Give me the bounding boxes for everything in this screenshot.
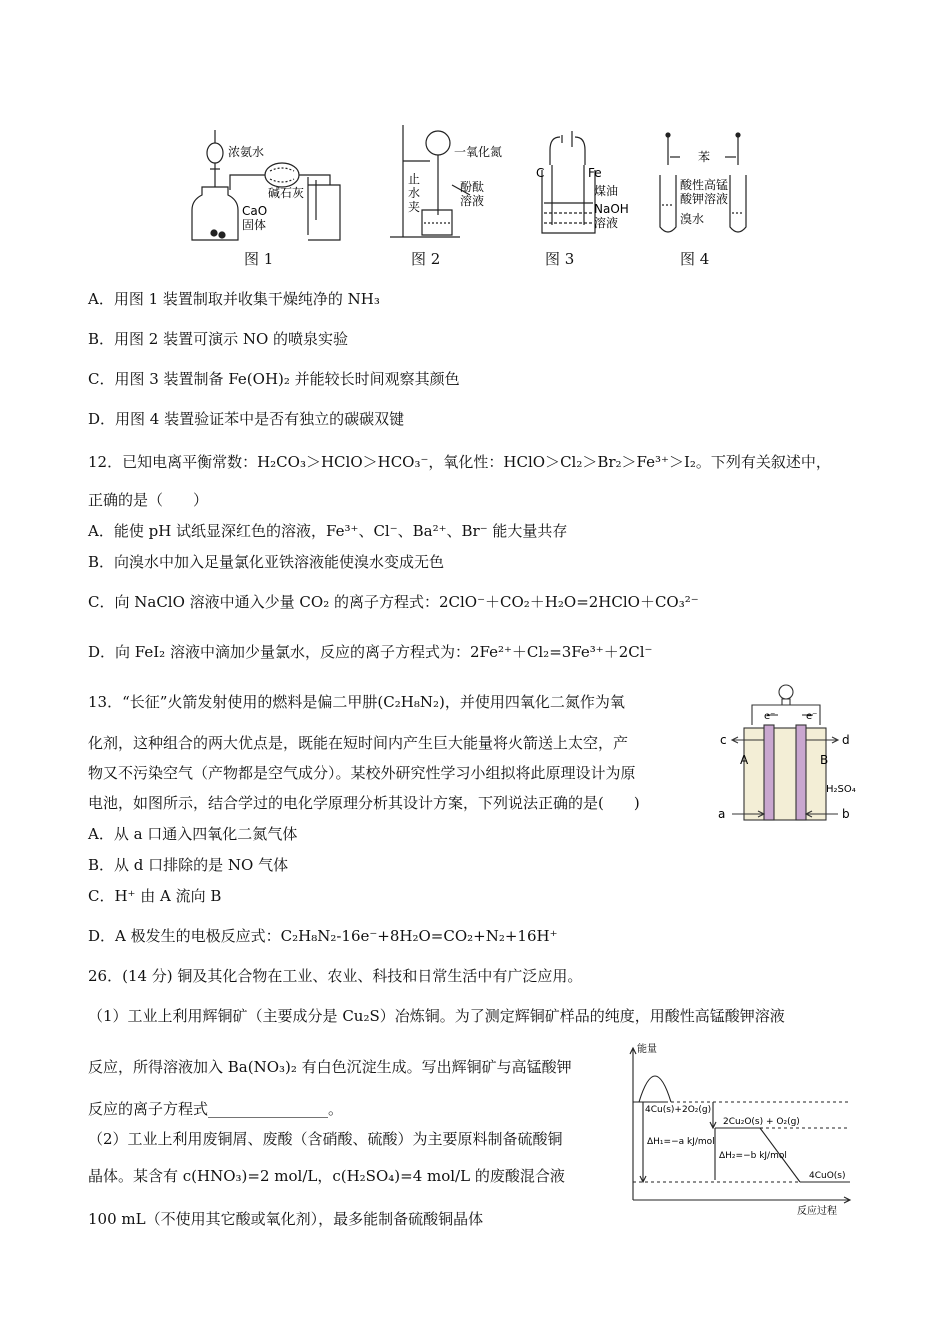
fig1-label-4: 固体 [242,218,267,232]
q13-stem-line-3: 物又不污染空气（产物都是空气成分）。某校外研究性学习小组拟将此原理设计为原 [88,764,636,782]
energy-level-bottom: 4CuO(s) [809,1171,846,1181]
fig3-label-3: 溶液 [594,216,619,230]
fig4-label-2: 酸性高锰 [680,178,729,192]
q11-option-c: C．用图 3 装置制备 Fe(OH)₂ 并能较长时间观察其颜色 [88,370,460,388]
fig3-label-2: NaOH [594,202,629,216]
fig2-label-1: 一氧化氮 [454,145,503,159]
fig1-label-1: 浓氨水 [228,145,265,159]
energy-axis-x-label: 反应过程 [797,1206,837,1217]
q13-option-d: D．A 极发生的电极反应式：C₂H₈N₂-16e⁻+8H₂O=CO₂+N₂+16H⁺ [88,927,558,945]
fig4-label-3: 酸钾溶液 [680,192,729,206]
q13-option-a: A．从 a 口通入四氧化二氮气体 [88,825,298,843]
q12-stem-line-1: 12．已知电离平衡常数：H₂CO₃＞HClO＞HCO₃⁻，氧化性：HClO＞Cl₂＞Br₂＞Fe³⁺＞I₂。下列有关叙述中， [88,453,831,471]
delta-h2-label: ΔH₂=−b kJ/mol [719,1151,787,1161]
electron-label-left: e⁻ [764,711,776,722]
figures-row [190,125,770,245]
energy-level-top: 4Cu(s)+2O₂(g) [645,1105,712,1115]
q11-option-b: B．用图 2 装置可演示 NO 的喷泉实验 [88,330,349,348]
energy-level-mid: 2Cu₂O(s) + O₂(g) [723,1117,800,1127]
q13-stem-line-2: 化剂，这种组合的两大优点是，既能在短时间内产生巨大能量将火箭送上太空，产 [88,734,629,752]
q12-option-c: C．向 NaClO 溶液中通入少量 CO₂ 的离子方程式：2ClO⁻＋CO₂＋H₂O=2HClO＋CO₃²⁻ [88,593,699,611]
port-label-a: a [718,807,726,821]
q12-stem-line-2: 正确的是（ ） [88,491,209,509]
q13-stem-line-4: 电池，如图所示，结合学过的电化学原理分析其设计方案，下列说法正确的是( ) [88,794,640,812]
q26-part1-line-3: 反应的离子方程式________________。 [88,1100,344,1118]
q13-option-c: C．H⁺ 由 A 流向 B [88,887,222,905]
fig1-label-2: 碱石灰 [268,186,305,200]
q26-part2-line-1: （2）工业上利用废铜屑、废酸（含硝酸、硫酸）为主要原料制备硫酸铜 [88,1130,563,1148]
q13-stem-line-1: 13．“长征”火箭发射使用的燃料是偏二甲肼(C₂H₈N₂)，并使用四氧化二氮作为氧 [88,693,625,711]
q26-part1-line-1: （1）工业上利用辉铜矿（主要成分是 Cu₂S）冶炼铜。为了测定辉铜矿样品的纯度，用酸性高锰酸钾溶液 [88,1007,785,1025]
q26-title: 26．(14 分) 铜及其化合物在工业、农业、科技和日常生活中有广泛应用。 [88,967,583,985]
fig2-label-3: 水 [408,186,421,200]
q26-part2-line-3: 100 mL（不使用其它酸或氧化剂），最多能制备硫酸铜晶体 [88,1210,484,1228]
q12-option-d: D．向 FeI₂ 溶液中滴加少量氯水，反应的离子方程式为：2Fe²⁺＋Cl₂=3Fe³⁺＋2Cl⁻ [88,643,653,661]
q13-option-b: B．从 d 口排除的是 NO 气体 [88,856,289,874]
fig2-label-5: 酚酞 [460,180,485,194]
q11-option-d: D．用图 4 装置验证苯中是否有独立的碳碳双键 [88,410,405,428]
fig2-label-2: 止 [408,172,421,186]
electrode-label-a: A [740,753,749,767]
q26-part2-line-2: 晶体。某含有 c(HNO₃)=2 mol/L，c(H₂SO₄)=4 mol/L 的废酸混合液 [88,1167,565,1185]
figure-caption-3: 图 3 [545,250,575,268]
figure-caption-2: 图 2 [411,250,441,268]
energy-axis-y-label: 能量 [637,1044,657,1055]
port-label-d: d [842,733,850,747]
delta-h1-label: ΔH₁=−a kJ/mol [647,1137,715,1147]
fuel-cell-diagram [712,680,862,830]
figure-3 [542,131,595,233]
figure-caption-4: 图 4 [680,250,710,268]
energy-diagram [625,1040,855,1218]
q12-option-a: A．能使 pH 试纸显深红色的溶液，Fe³⁺、Cl⁻、Ba²⁺、Br⁻ 能大量共存 [88,522,568,540]
port-label-b: b [842,807,850,821]
port-label-c: c [720,733,727,747]
figure-caption-1: 图 1 [244,250,274,268]
fig4-label-1: 苯 [698,150,711,164]
q12-option-b: B．向溴水中加入足量氯化亚铁溶液能使溴水变成无色 [88,553,445,571]
fig3-label-1: 煤油 [594,184,619,198]
fig2-label-4: 夹 [408,200,421,214]
q11-option-a: A．用图 1 装置制取并收集干燥纯净的 NH₃ [88,290,380,308]
electrode-label-b: B [820,753,829,767]
electron-label-right: e⁻ [806,711,818,722]
fig2-label-6: 溶液 [460,194,485,208]
figure-2 [390,125,470,237]
q26-part1-line-2: 反应，所得溶液加入 Ba(NO₃)₂ 有白色沉淀生成。写出辉铜矿与高锰酸钾 [88,1058,572,1076]
fig3-label-c: C [536,166,545,180]
fig1-label-3: CaO [242,204,268,218]
electrolyte-label: H₂SO₄ [826,784,856,795]
fig4-label-4: 溴水 [680,212,705,226]
fig3-label-fe: Fe [588,166,602,180]
